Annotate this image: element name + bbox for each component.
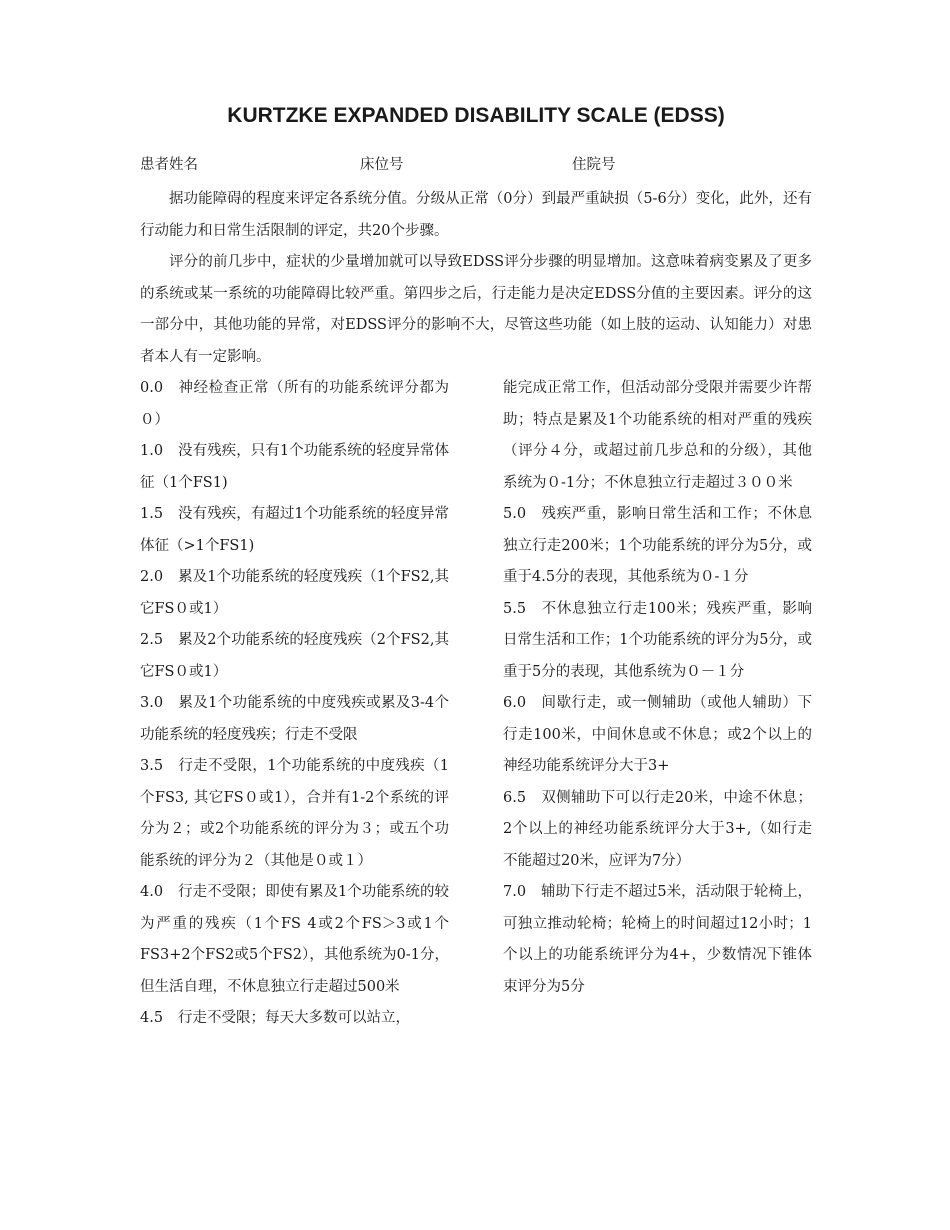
- explanation-paragraph: 评分的前几步中，症状的少量增加就可以导致EDSS评分步骤的明显增加。这意味着病变累及了更多的系统或某一系统的功能障碍比较严重。第四步之后，行走能力是决定EDSS分值的主要因素。评分的这一部分中，其他功能的异常，对EDSS评分的影响不大，尽管这些功能（如上肢的运动、认知能力）对患者本人有一定影响。: [140, 254, 812, 365]
- scale-score: 2.0: [140, 569, 164, 585]
- scale-item: [503, 688, 812, 783]
- scale-description: 累及1个功能系统的中度残疾或累及3-4个功能系统的轻度残疾；行走不受限: [140, 695, 449, 743]
- page-title: KURTZKE EXPANDED DISABILITY SCALE (EDSS): [227, 104, 725, 127]
- scale-item-continued: [503, 373, 812, 499]
- patient-name-label: 患者姓名: [140, 157, 198, 173]
- scale-score: 1.0: [140, 443, 164, 459]
- document-page: [140, 104, 812, 1035]
- scale-description: 辅助下行走不超过5米，活动限于轮椅上，可独立推动轮椅；轮椅上的时间超过12小时；1个以上的功能系统评分为4+，少数情况下锥体束评分为5分: [503, 884, 812, 995]
- scale-description: 行走不受限；即使有累及1个功能系统的较为严重的残疾（1个FS 4或2个FS＞3或1个FS3+2个FS2或5个FS2），其他系统为0-1分，但生活自理，不休息独立行走超过500米: [140, 884, 449, 995]
- scale-item: [140, 436, 449, 499]
- scale-item: [503, 594, 812, 689]
- scale-item: [140, 499, 449, 562]
- scale-item: [140, 1003, 449, 1035]
- intro-paragraph: 据功能障碍的程度来评定各系统分值。分级从正常（0分）到最严重缺损（5-6分）变化，此外，还有行动能力和日常生活限制的评定，共20个步骤。: [140, 191, 812, 239]
- scale-item: [140, 751, 449, 877]
- bed-number-label: 床位号: [360, 157, 404, 173]
- scale-score: 5.5: [503, 600, 527, 617]
- scale-description: 行走不受限；每天大多数可以站立，: [178, 1010, 410, 1026]
- right-column: [503, 373, 812, 1035]
- scale-score: 6.5: [503, 789, 527, 806]
- scale-description: 行走不受限，1个功能系统的中度残疾（1个FS3, 其它FS０或1），合并有1-2个系统的评分为２；或2个功能系统的评分为３；或五个功能系统的评分为２（其他是０或１）: [140, 758, 449, 869]
- scale-columns: [140, 373, 812, 1035]
- scale-item: [503, 783, 812, 878]
- scale-item: [140, 373, 449, 436]
- scale-description: 残疾严重，影响日常生活和工作；不休息独立行走200米；1个功能系统的评分为5分，或重于4.5分的表现，其他系统为０-１分: [503, 506, 812, 585]
- hospital-number-label: 住院号: [572, 157, 616, 173]
- scale-item: [140, 877, 449, 1003]
- scale-description: 没有残疾，只有1个功能系统的轻度异常体征（1个FS1): [140, 443, 449, 491]
- patient-info-row: [140, 153, 812, 184]
- scale-score: 3.5: [140, 758, 164, 774]
- scale-description: 神经检查正常（所有的功能系统评分都为０）: [140, 380, 449, 428]
- scale-score: 7.0: [503, 884, 527, 900]
- left-column: [140, 373, 449, 1035]
- scale-description: 累及2个功能系统的轻度残疾（2个FS2,其它FS０或1）: [140, 632, 449, 680]
- scale-description: 没有残疾，有超过1个功能系统的轻度异常体征（>1个FS1): [140, 506, 449, 554]
- scale-score: 2.5: [140, 632, 164, 648]
- scale-description: 不休息独立行走100米；残疾严重，影响日常生活和工作；1个功能系统的评分为5分，或重于5分的表现，其他系统为０－１分: [503, 600, 812, 680]
- scale-description: 能完成正常工作，但活动部分受限并需要少许帮助；特点是累及1个功能系统的相对严重的残疾（评分４分，或超过前几步总和的分级），其他系统为０-1分；不休息独立行走超过３００米: [503, 380, 812, 491]
- scale-description: 间歇行走，或一侧辅助（或他人辅助）下行走100米，中间休息或不休息；或2个以上的神经功能系统评分大于3+: [503, 695, 812, 774]
- scale-item: [140, 562, 449, 625]
- scale-item: [140, 625, 449, 688]
- scale-item: [140, 688, 449, 751]
- scale-score: 6.0: [503, 695, 527, 711]
- scale-score: 0.0: [140, 380, 164, 396]
- scale-item: [503, 877, 812, 1003]
- scale-score: 3.0: [140, 695, 164, 711]
- scale-score: 4.5: [140, 1010, 164, 1026]
- scale-description: 累及1个功能系统的轻度残疾（1个FS2,其它FS０或1）: [140, 569, 449, 617]
- scale-item: [503, 499, 812, 594]
- scale-score: 1.5: [140, 506, 164, 522]
- scale-score: 5.0: [503, 506, 527, 522]
- scale-description: 双侧辅助下可以行走20米，中途不休息；2个以上的神经功能系统评分大于3+,（如行走不能超过20米，应评为7分）: [503, 789, 812, 869]
- scale-score: 4.0: [140, 884, 164, 900]
